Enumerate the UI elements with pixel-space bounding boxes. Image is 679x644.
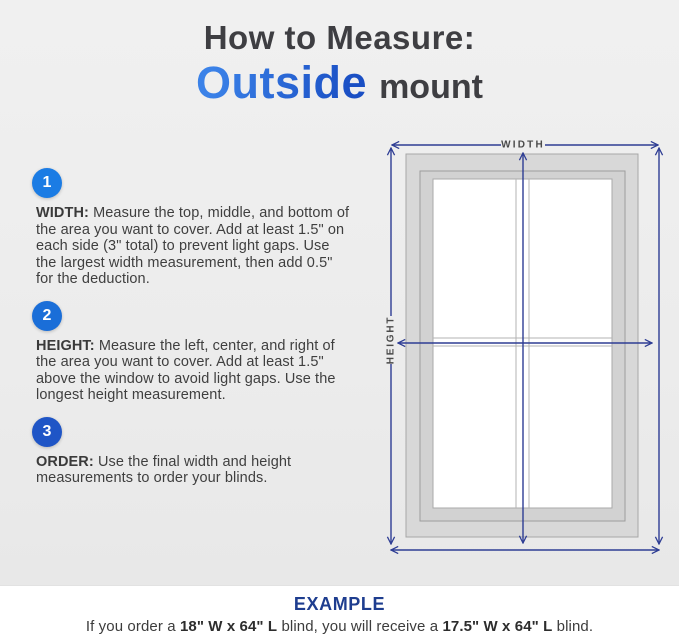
example-received-size: 17.5" W x 64" L xyxy=(442,617,553,635)
title-highlight-outside: Outside xyxy=(196,57,368,109)
window-diagram-svg xyxy=(375,130,675,580)
title-line2 xyxy=(0,57,679,109)
example-heading: EXAMPLE xyxy=(293,594,386,614)
window-measurement-diagram xyxy=(375,130,675,580)
step-order xyxy=(32,417,350,487)
example-sentence xyxy=(0,618,679,635)
example-section xyxy=(0,585,679,644)
step-width-body: Measure the top, middle, and bottom of the area you want to cover. Add at least 1.5" on each side (3" total) to prevent light gaps. Use the largest width measurement, then add 0.5" for the deduction. xyxy=(36,205,350,287)
step-number-badge: 3 xyxy=(32,417,62,447)
step-height-body: Measure the left, center, and right of the area you want to cover. Add at least 1.5" above the window to avoid light gaps. Use the longest height measurement. xyxy=(36,337,336,403)
example-prefix: If you order a xyxy=(85,617,180,635)
width-dimension-label: WIDTH xyxy=(501,139,545,151)
example-middle: blind, you will receive a xyxy=(277,617,443,635)
step-width-label: WIDTH: xyxy=(36,205,89,221)
title-mount: mount xyxy=(379,68,483,107)
step-order-body: Use the final width and height measurements to order your blinds. xyxy=(36,453,292,486)
step-order-text xyxy=(36,454,350,487)
window-illustration xyxy=(406,154,638,537)
height-dimension-label: HEIGHT xyxy=(385,315,397,365)
step-height-text xyxy=(36,338,350,404)
step-number-badge: 2 xyxy=(32,301,62,331)
title-line1: How to Measure: xyxy=(203,19,476,56)
example-suffix: blind. xyxy=(552,617,594,635)
step-height-label: HEIGHT: xyxy=(36,337,95,354)
step-height xyxy=(32,301,350,404)
page-title xyxy=(0,20,679,109)
step-order-label: ORDER: xyxy=(36,453,94,470)
example-ordered-size: 18" W x 64" L xyxy=(179,617,278,635)
step-number-badge: 1 xyxy=(32,168,62,198)
step-width-text xyxy=(36,205,350,288)
instruction-steps xyxy=(32,168,350,500)
step-width xyxy=(32,168,350,288)
